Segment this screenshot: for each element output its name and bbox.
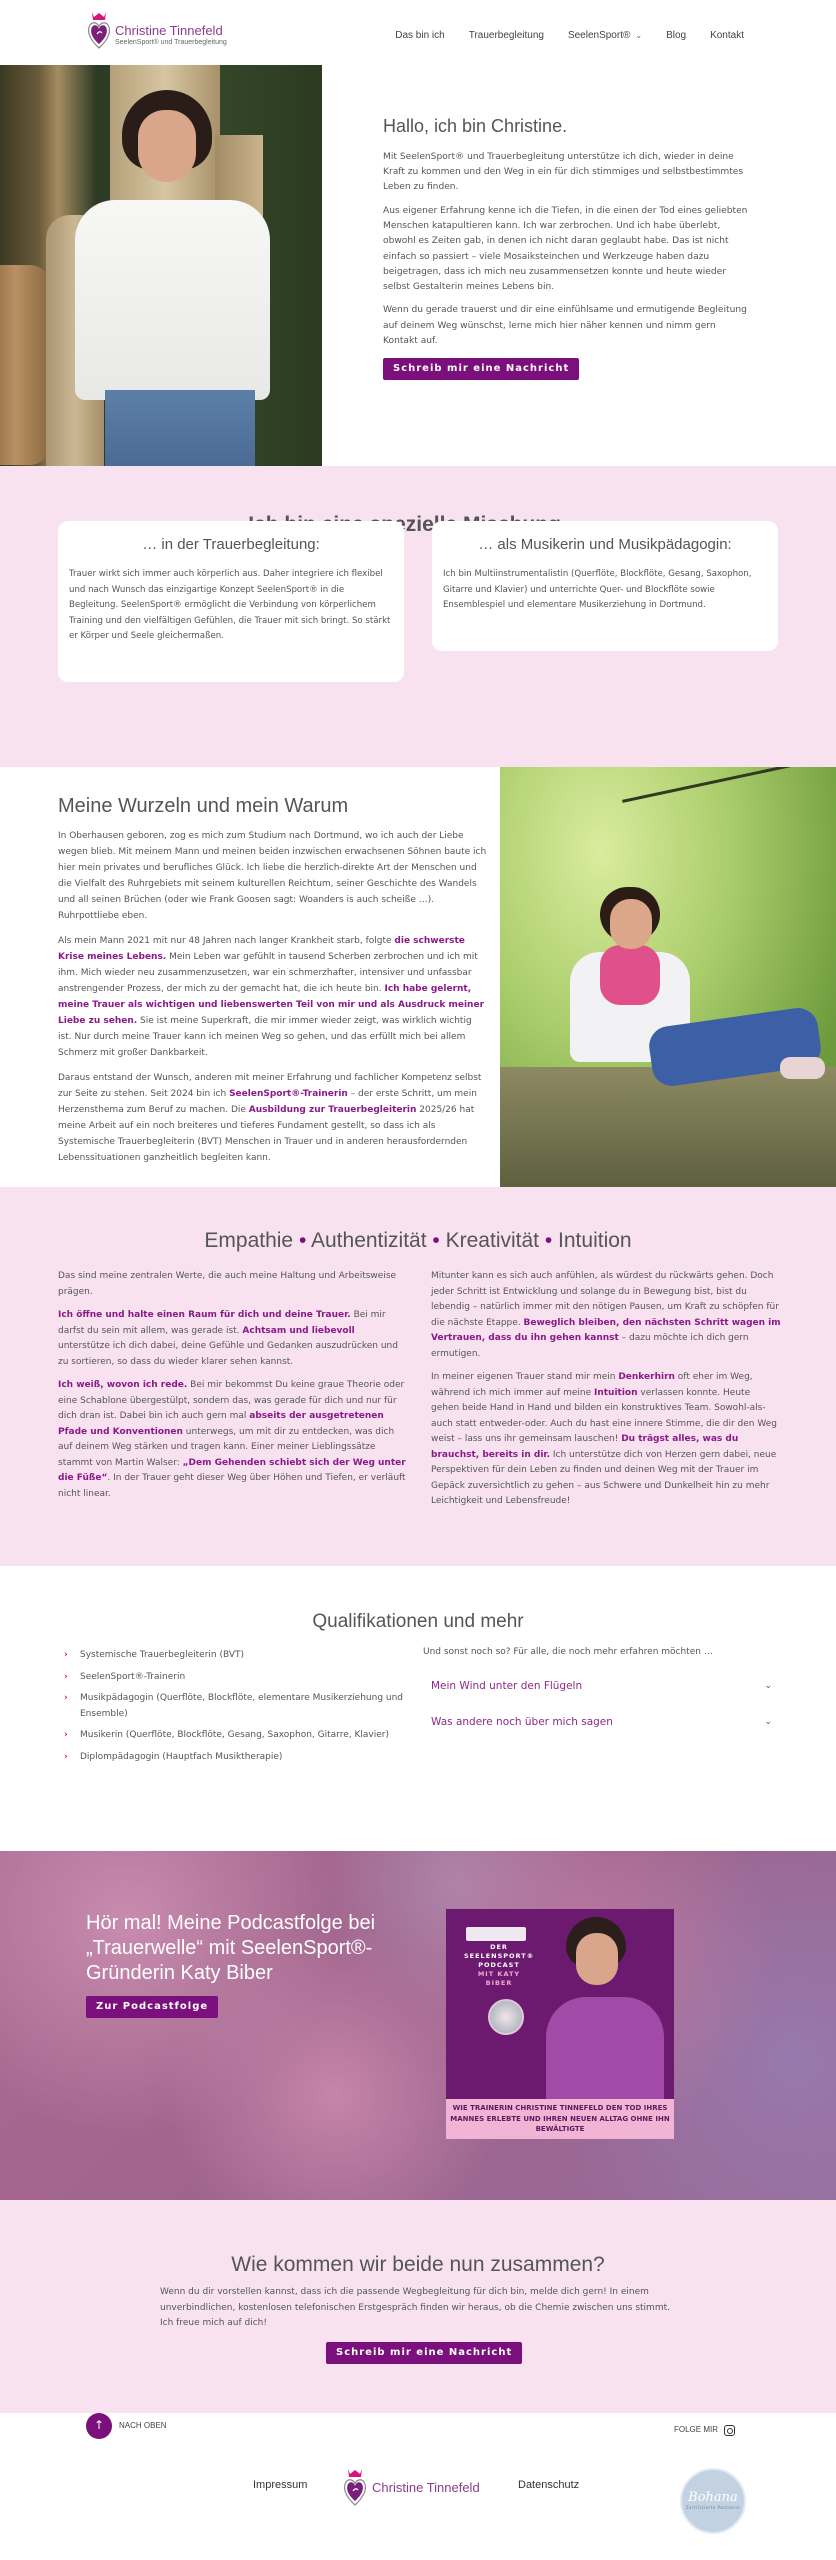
partner-badge: [680, 2468, 746, 2534]
values-right-column: [431, 1269, 781, 1518]
double-chevron-down-icon: ⌄: [764, 1680, 772, 1691]
logo-subtitle: SeelenSport® und Trauerbegleitung: [115, 39, 227, 46]
main-nav: [371, 28, 744, 44]
roots-photo: [500, 767, 836, 1187]
chevron-right-icon: ›: [64, 1671, 68, 1682]
nav-label: Trauerbegleitung: [468, 30, 544, 41]
podcast-section: [0, 1851, 836, 2200]
heart-crown-logo-icon: [86, 10, 112, 52]
value-word: Authentizität: [311, 1229, 427, 1252]
card-title: … als Musikerin und Musikpädagogin:: [478, 536, 732, 553]
footer-logo-name: Christine Tinnefeld: [372, 2479, 480, 2495]
nav-label: Blog: [666, 30, 687, 41]
roots-paragraph: Daraus entstand der Wunsch, anderen mit meiner Erfahrung und fachlicher Kompetenz selbst zur Seite zu stehen. Seit 2024 bin ich SeelenSport®-Trainerin – der erste Schritt, um mein Herzensthema zum Beruf zu machen. Die Ausbildung zur Trauerbegleiterin 2025/26 hat meine Arbeit auf ein noch breiteres und tieferes Fundament gestellt, so dass ich als Systemische Trauerbegleiterin (BVT) Menschen in Trauer und in anderen herausfordernden Lebenssituationen ganzheitlich begleiten kann.: [58, 1073, 482, 1163]
hero-title: Hallo, ich bin Christine.: [383, 116, 568, 136]
blossom-background: [0, 1851, 836, 2200]
podcast-cover[interactable]: [446, 1909, 674, 2139]
value-word: Intuition: [558, 1229, 632, 1252]
card-text: Ich bin Multiinstrumentalistin (Querflöte, Blockflöte, Gesang, Saxophon, Gitarre und Klavier) und unterrichte Quer- und Blockflöte sowie Ensemblespiel und elementare Musikerziehung in Dortmund.: [443, 569, 752, 610]
arrow-up-icon: ↑: [86, 2413, 112, 2439]
seelensport-trainerin-link[interactable]: SeelenSport®-Trainerin: [229, 1089, 348, 1099]
values-paragraph: Ich öffne und halte einen Raum für dich und deine Trauer. Bei mir darfst du sein mit allem, was gerade ist. Achtsam und liebevoll unterstütze ich dich dabei, deine Gefühle und Gedanken auszudrücken und zu sortieren, so dass du wieder klarer sehen kannst.: [58, 1310, 398, 1367]
card-text: Trauer wirkt sich immer auch körperlich aus. Daher integriere ich flexibel und nach Wunsch das einzigartige Konzept SeelenSport® in die Begleitung. SeelenSport® ermöglicht die Verbindung von körperlichem Training und den vielfältigen Gefühlen, die Trauer mit sich bringt. So stärkt er Körper und Seele gleichermaßen.: [69, 569, 391, 641]
qualifications-list: [64, 1648, 404, 1771]
highlight-text: Ich habe gelernt, meine Trauer als wichtigen und liebenswerten Teil von mir und als Ausdruck meiner Liebe zu sehen.: [58, 984, 485, 1026]
list-item: › Musikerin (Querflöte, Blockflöte, Gesang, Saxophon, Gitarre, Klavier): [64, 1728, 404, 1744]
roots-paragraph: In Oberhausen geboren, zog es mich zum Studium nach Dortmund, wo ich auch der Liebe wegen blieb. Mit meinem Mann und meinen beiden inzwischen erwachsenen Söhnen baute ich hier mein privates und berufliches Glück. Ich liebe die herzlich-direkte Art der Menschen und die Vielfalt des Ruhrgebiets mit seinem kulturellen Reichtum, seiner Geschichte des Wandels und all seinen Brüchen (oder wie Frank Goosen sagt: Woanders is auch scheiße …). Ruhrpottliebe eben.: [58, 831, 487, 921]
list-item: › Systemische Trauerbegleiterin (BVT): [64, 1648, 404, 1664]
nav-label: Kontakt: [710, 30, 744, 41]
contact-text: Wenn du dir vorstellen kannst, dass ich die passende Wegbegleitung für dich bin, melde dich gern! In einem unverbindlichen, kostenlosen telefonischen Erstgespräch finden wir heraus, ob die Chemie zwischen uns stimmt. Ich freue mich auf dich!: [160, 2287, 670, 2328]
nav-label: Das bin ich: [395, 30, 445, 41]
chevron-right-icon: ›: [64, 1751, 68, 1762]
nav-label: SeelenSport®: [567, 30, 631, 41]
impressum-link[interactable]: Impressum: [253, 2479, 308, 2491]
site-header: [0, 0, 836, 65]
nav-item-das-bin-ich[interactable]: [395, 28, 444, 44]
follow-label: FOLGE MIR: [674, 2425, 719, 2434]
roots-title: Meine Wurzeln und mein Warum: [58, 795, 349, 817]
ausbildung-link[interactable]: Ausbildung zur Trauerbegleiterin: [248, 1105, 417, 1115]
card-trauerbegleitung: [58, 521, 404, 682]
hero-paragraph: Mit SeelenSport® und Trauerbegleitung unterstütze ich dich, wieder in deine Kraft zu kommen und den Weg in ein für dich stimmiges und selbstbestimmtes Leben zu finden.: [383, 151, 744, 193]
write-message-button[interactable]: Schreib mir eine Nachricht: [383, 358, 579, 380]
heart-crown-logo-icon: [342, 2467, 368, 2509]
list-item: › Musikpädagogin (Querflöte, Blockflöte, elementare Musikerziehung und Ensemble): [64, 1693, 404, 1719]
roots-paragraph: Als mein Mann 2021 mit nur 48 Jahren nach langer Krankheit starb, folgte die schwerste Krise meines Lebens. Mein Leben war gefühlt in tausend Scherben zerbrochen und ich mit ihm. Mich wieder neu zusammenzusetzen, war ein schmerzhafter, intensiver und unfassbar anstrengender Prozess, der mich zu der gemacht hat, die ich heute bin. Ich habe gelernt, meine Trauer als wichtigen und liebenswerten Teil von mir und als Ausdruck meiner Liebe zu sehen. Sie ist meine Superkraft, die mir immer wieder zeigt, was wirklich wichtig ist. Nur durch meine Trauer kann ich meinen Weg so gehen, und das erfüllt mich bei allem Schmerz mit großer Dankbarkeit.: [58, 936, 485, 1058]
nav-item-trauerbegleitung[interactable]: [469, 28, 544, 44]
mix-title-text: spezielle: [369, 513, 458, 536]
badge-text: Bohana: [688, 2489, 738, 2505]
card-musikerin: [432, 521, 778, 651]
back-to-top-label: NACH OBEN: [119, 2420, 167, 2430]
nav-item-seelensport[interactable]: [568, 28, 642, 44]
cover-heading: DER SEELENSPORT® PODCAST MIT KATY BIBER: [464, 1943, 535, 1987]
podcast-title: Hör mal! Meine Podcastfolge bei „Trauerwelle“ mit SeelenSport®-Gründerin Katy Biber: [86, 1912, 376, 1984]
back-to-top-button[interactable]: [86, 2413, 167, 2439]
values-paragraph: Das sind meine zentralen Werte, die auch meine Haltung und Arbeitsweise prägen.: [58, 1271, 397, 1297]
mix-section: [0, 466, 836, 767]
accordion-wind-unter-den-fluegeln[interactable]: [430, 1672, 776, 1700]
footer-logo[interactable]: [342, 2467, 480, 2509]
podcast-button[interactable]: Zur Podcastfolge: [86, 1996, 218, 2018]
accordion-label: Was andere noch über mich sagen: [431, 1715, 613, 1728]
contact-write-message-button[interactable]: Schreib mir eine Nachricht: [326, 2342, 522, 2364]
values-paragraph: In meiner eigenen Trauer stand mir mein Denkerhirn oft eher im Weg, während ich mich immer auf meine Intuition verlassen konnte. Heute gehen beide Hand in Hand und bilden ein konstruktives Team. Sowohl-als-auch statt entweder-oder. Auch du hast eine innere Stimme, die dir den Weg weist – lass uns ihr gemeinsam lauschen! Du trägst alles, was du brauchst, bereits in dir. Ich unterstütze dich von Herzen gern dabei, neue Perspektiven für dein Leben zu finden und deinen Weg mit der Trauer im Gepäck zuversichtlich zu gehen – aus Schwere und Dunkelheit hin zu mehr Leichtigkeit und Lebensfreude!: [431, 1372, 777, 1506]
values-paragraph: Ich weiß, wovon ich rede. Bei mir bekommst Du keine graue Theorie oder eine Schablone übergestülpt, sondern das, was gerade für dich und nur für dich dran ist. Dabei bin ich auch gern mal abseits der ausgetretenen Pfade und Konventionen unterwegs, um mit dir zu entdecken, was dich auf deinem Weg stärken und tragen kann. Einer meiner Lieblingssätze stammt von Martin Walser: „Dem Gehenden schiebt sich der Weg unter die Füße“. In der Trauer geht dieser Weg über Höhen und Tiefen, er verläuft nicht linear.: [58, 1380, 406, 1499]
hero-photo: [0, 65, 322, 466]
badge-subtext: Zertifizierte Partnerin: [685, 2504, 741, 2510]
nav-item-kontakt[interactable]: [710, 28, 744, 44]
qualifications-title: Qualifikationen und mehr: [312, 1611, 524, 1632]
logo-name: Christine Tinnefeld: [115, 23, 223, 38]
roots-section: [58, 790, 488, 1175]
hero-paragraph: Wenn du gerade trauerst und dir eine einfühlsame und ermutigende Begleitung auf deinem Weg wünschst, lerne mich hier näher kennen und nimm gern Kontakt auf.: [383, 305, 747, 347]
value-word: Empathie: [204, 1229, 294, 1252]
podcast-teaser: [86, 1911, 406, 2018]
list-item: › SeelenSport®-Trainerin: [64, 1670, 404, 1686]
follow-me: [674, 2424, 735, 2437]
datenschutz-link[interactable]: Datenschutz: [518, 2479, 580, 2491]
nav-item-blog[interactable]: [666, 28, 686, 44]
list-item: › Diplompädagogin (Hauptfach Musiktherapie): [64, 1750, 404, 1766]
contact-title: Wie kommen wir beide nun zusammen?: [231, 2253, 605, 2276]
separator-dot: •: [544, 1229, 553, 1252]
more-intro: Und sonst noch so? Für alle, die noch mehr erfahren möchten …: [423, 1647, 713, 1657]
cover-caption: WIE TRAINERIN CHRISTINE TINNEFELD DEN TOD IHRES MANNES ERLEBTE UND IHREN NEUEN ALLTAG OHNE IHN BEWÄLTIGTE: [446, 2099, 674, 2139]
chevron-down-icon: ⌄: [635, 30, 643, 40]
card-title: … in der Trauerbegleitung:: [142, 536, 320, 553]
double-chevron-down-icon: ⌄: [764, 1716, 772, 1727]
values-section: [0, 1187, 836, 1566]
chevron-right-icon: ›: [64, 1693, 68, 1703]
contact-section: [0, 2200, 836, 2413]
values-title: [0, 1224, 836, 1258]
instagram-icon[interactable]: [724, 2425, 735, 2436]
chevron-right-icon: ›: [64, 1730, 68, 1740]
separator-dot: •: [432, 1229, 440, 1252]
highlight-text: die schwerste Krise meines Lebens.: [58, 936, 465, 962]
chevron-right-icon: ›: [64, 1650, 68, 1660]
values-left-column: [58, 1269, 408, 1510]
accordion-label: Mein Wind unter den Flügeln: [431, 1679, 583, 1692]
hero-intro: [383, 112, 753, 380]
hero-paragraph: Aus eigener Erfahrung kenne ich die Tiefen, in die einen der Tod eines geliebten Menschen katapultieren kann. Ich war zerbrochen. Und ich habe überlebt, obwohl es Zeiten gab, in denen ich nicht daran geglaubt habe. Das ist nicht einfach so passiert – viele Mosaiksteinchen und Werkzeuge haben dazu beigetragen, dass ich mich neu zusammensetzen konnte und heute wieder selbst Gestalterin meines Lebens bin.: [383, 205, 748, 293]
values-paragraph: Mitunter kann es sich auch anfühlen, als würdest du rückwärts gehen. Doch jeder Schritt ist Entwicklung und solange du in Bewegung bist, bist du lebendig – natürlich immer mit den nötigen Pausen, um Kraft zu schöpfen für die nächste Etappe. Beweglich bleiben, den nächsten Schritt wagen im Vertrauen, dass du ihn gehen kannst – dazu möchte ich dich gern ermutigen.: [431, 1271, 781, 1359]
trauerwelle-logo-icon: [466, 1927, 526, 1941]
accordion-was-andere-sagen[interactable]: [430, 1708, 776, 1736]
separator-dot: •: [298, 1229, 307, 1252]
value-word: Kreativität: [445, 1229, 539, 1252]
site-logo[interactable]: [86, 10, 246, 55]
host-avatar: [488, 1999, 524, 2035]
